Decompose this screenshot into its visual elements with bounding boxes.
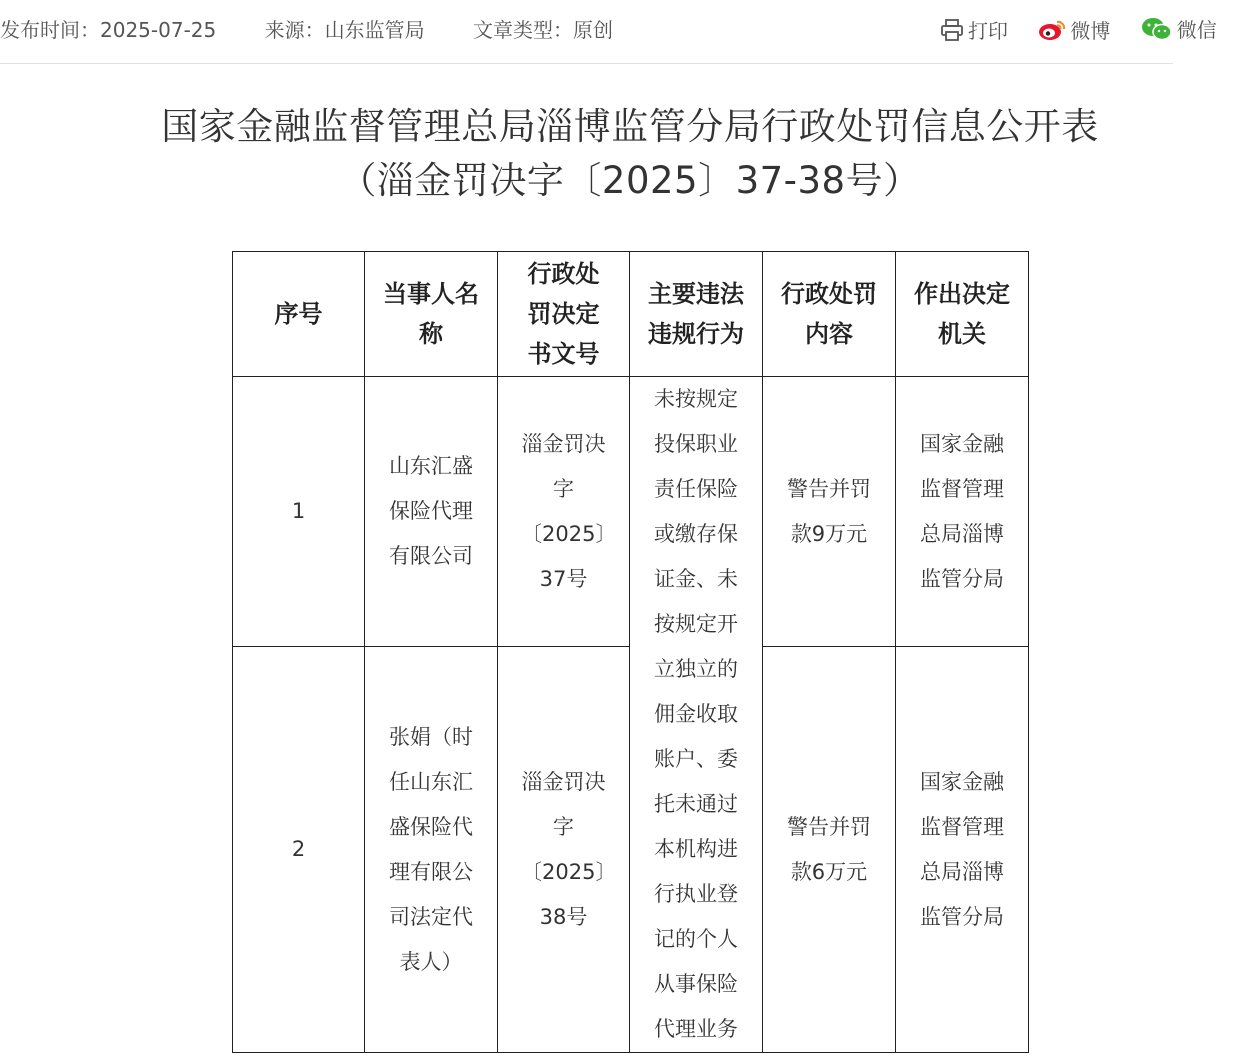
- table-header-row: [233, 252, 1029, 377]
- print-button[interactable]: [940, 15, 1008, 44]
- cell-decision-number: 淄金罚决字〔2025〕38号: [498, 647, 630, 1053]
- header-penalty-content: 行政处罚内容: [763, 252, 896, 377]
- cell-penalty-content: 警告并罚款6万元: [763, 647, 896, 1053]
- penalty-table: [232, 251, 1029, 1053]
- wechat-label: 微信: [1176, 18, 1217, 42]
- article-meta-bar: [0, 0, 1217, 64]
- share-toolbar: [940, 14, 1217, 46]
- cell-serial-no: 2: [233, 647, 365, 1053]
- header-serial-no: 序号: [233, 252, 365, 377]
- title-line-2: （淄金罚决字〔2025〕37-38号）: [339, 159, 921, 202]
- printer-icon: [940, 19, 964, 41]
- publish-time: 发布时间：2025-07-25: [0, 18, 217, 42]
- cell-party-name: 山东汇盛保险代理有限公司: [365, 377, 498, 647]
- cell-decision-number: 淄金罚决字〔2025〕37号: [498, 377, 630, 647]
- header-party-name: 当事人名称: [365, 252, 498, 377]
- cell-authority: 国家金融监督管理总局淄博监管分局: [896, 377, 1029, 647]
- wechat-icon: [1141, 17, 1173, 41]
- table-row: [233, 377, 1029, 647]
- print-label: 打印: [968, 19, 1008, 43]
- cell-serial-no: 1: [233, 377, 365, 647]
- article-meta: [0, 14, 655, 43]
- cell-party-name: 张娟（时任山东汇盛保险代理有限公司法定代表人）: [365, 647, 498, 1053]
- article-source: 来源：山东监管局: [264, 18, 425, 42]
- wechat-share-button[interactable]: [1141, 14, 1217, 43]
- weibo-label: 微博: [1070, 19, 1111, 43]
- title-line-1: 国家金融监督管理总局淄博监管分局行政处罚信息公开表: [161, 105, 1099, 148]
- weibo-icon: [1038, 19, 1066, 41]
- cell-violation: 未按规定投保职业责任保险或缴存保证金、未按规定开立独立的佣金收取账户、委托未通过本机构进行执业登记的个人从事保险代理业务: [630, 377, 763, 1053]
- document-title: [0, 100, 1260, 208]
- header-authority: 作出决定机关: [896, 252, 1029, 377]
- header-violation: 主要违法违规行为: [630, 252, 763, 377]
- weibo-share-button[interactable]: [1038, 15, 1110, 44]
- cell-authority: 国家金融监督管理总局淄博监管分局: [896, 647, 1029, 1053]
- header-decision-number: 行政处罚决定书文号: [498, 252, 630, 377]
- article-type: 文章类型：原创: [472, 18, 613, 42]
- cell-penalty-content: 警告并罚款9万元: [763, 377, 896, 647]
